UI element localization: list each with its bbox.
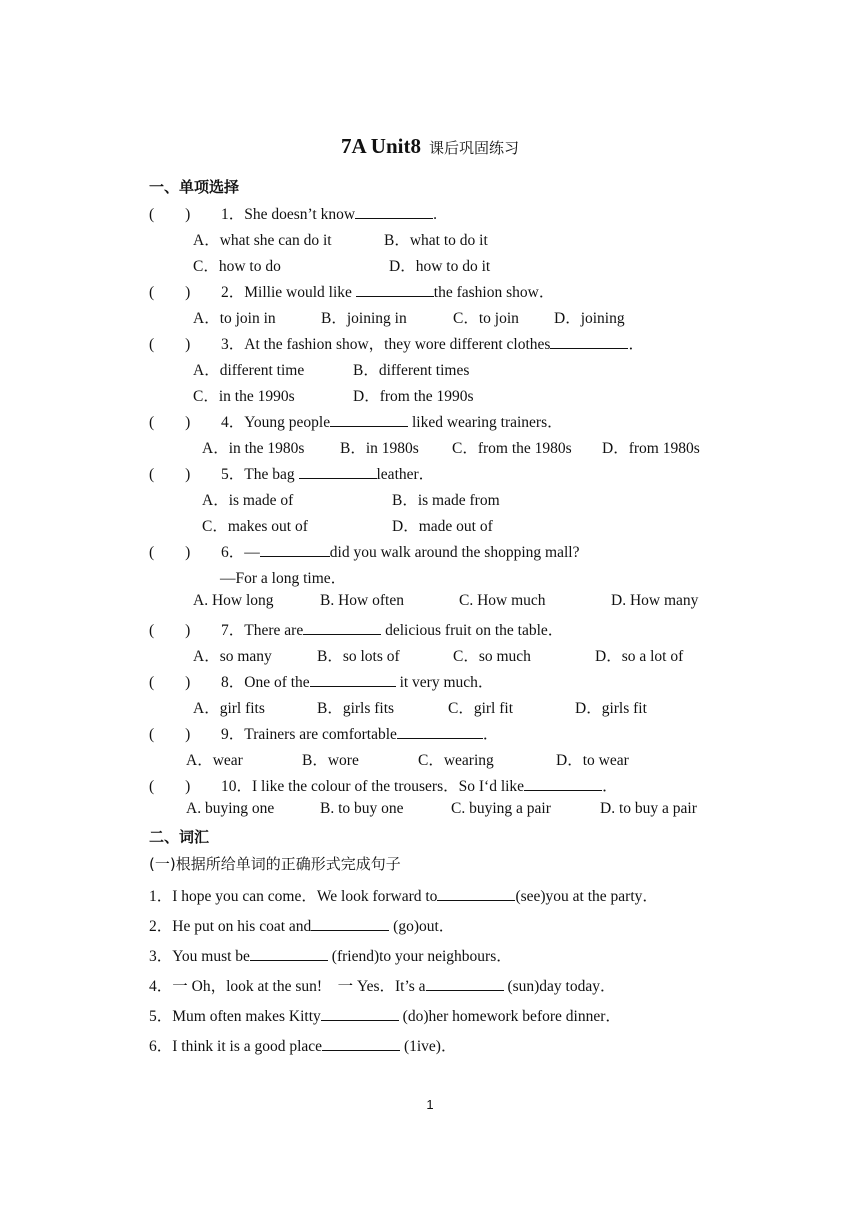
- question-number: 3: [221, 336, 229, 353]
- sentence-text-end: (go)out．: [389, 918, 455, 935]
- option-b: B．in 1980s: [340, 440, 419, 457]
- fill-sentence-1: [149, 884, 658, 906]
- question-text-end: ．: [628, 336, 644, 353]
- option-c: C. buying a pair: [451, 800, 551, 817]
- answer-blank[interactable]: [356, 282, 434, 297]
- answer-bracket: ( ): [149, 206, 191, 223]
- option-c: C．from the 1980s: [452, 440, 572, 457]
- dialogue-answer: —For a long time．: [220, 570, 347, 587]
- option-a: A．is made of: [202, 492, 294, 509]
- question-number: 8: [221, 674, 229, 691]
- question-text: —: [244, 544, 260, 561]
- sentence-text-end: (1ive)．: [400, 1038, 457, 1055]
- option-c: C．so much: [453, 648, 531, 665]
- sentence-text-end: (sun)day today．: [503, 978, 616, 995]
- answer-blank[interactable]: [321, 1006, 399, 1021]
- option-b: B．is made from: [392, 492, 500, 509]
- question-6: ( ) 6．— did you walk around the shopping mall?: [149, 544, 580, 561]
- question-text: She doesn’t know: [244, 206, 356, 223]
- option-d: D．girls fit: [575, 700, 647, 717]
- question-text: Young people: [244, 414, 331, 431]
- answer-blank[interactable]: [355, 204, 433, 219]
- option-c: C．wearing: [418, 752, 494, 769]
- question-text-end: liked wearing trainers．: [408, 414, 563, 431]
- section2-subheading: (一)根据所给单词的正确形式完成句子: [149, 855, 401, 873]
- question-number: 9: [221, 726, 229, 743]
- option-c: C．in the 1990s: [193, 388, 295, 405]
- question-text: Millie would like: [244, 284, 356, 301]
- question-text: At the fashion show，they wore different clothes: [244, 336, 551, 353]
- question-text-end: leather．: [376, 466, 435, 483]
- answer-blank[interactable]: [524, 776, 602, 791]
- answer-bracket: ( ): [149, 336, 191, 353]
- title-main: 7A Unit8: [341, 134, 421, 158]
- option-b: B．girls fits: [317, 700, 395, 717]
- option-a: A．so many: [193, 648, 272, 665]
- sentence-text-end: (friend)to your neighbours．: [327, 948, 512, 965]
- option-b: B．wore: [302, 752, 359, 769]
- title-sub: 课后巩固练习: [428, 139, 519, 157]
- answer-blank[interactable]: [311, 916, 389, 931]
- question-number: 4: [221, 414, 229, 431]
- option-a: A．to join in: [193, 310, 276, 327]
- answer-blank[interactable]: [322, 1036, 400, 1051]
- section2-heading: 二、词汇: [149, 828, 210, 846]
- answer-blank[interactable]: [310, 672, 396, 687]
- question-number: 1: [221, 206, 229, 223]
- option-d: D. to buy a pair: [600, 800, 697, 817]
- section1-heading: 一、单项选择: [149, 178, 240, 196]
- question-number: 5: [221, 466, 229, 483]
- answer-blank[interactable]: [250, 946, 328, 961]
- question-text-end: the fashion show．: [433, 284, 555, 301]
- fill-sentence-4: [149, 974, 615, 996]
- fill-sentence-6: [149, 1034, 456, 1056]
- option-b: B．joining in: [321, 310, 407, 327]
- answer-bracket: ( ): [149, 778, 191, 795]
- question-text-end: delicious fruit on the table．: [381, 622, 564, 639]
- question-text-end: .: [433, 206, 437, 223]
- option-d: D. How many: [611, 592, 699, 609]
- question-1: ( ) 1．She doesn’t know .: [149, 206, 437, 223]
- option-d: D．from 1980s: [602, 440, 700, 457]
- question-10: ( ) 10．I like the colour of the trousers．So I‘d like ．: [149, 778, 618, 795]
- sentence-text: 4．一 Oh，look at the sun! 一 Yes．It’s a: [149, 978, 426, 995]
- question-4: ( ) 4．Young people liked wearing trainers．: [149, 414, 563, 431]
- option-c: C．how to do: [193, 258, 281, 275]
- answer-blank[interactable]: [397, 724, 483, 739]
- question-text: One of the: [244, 674, 310, 691]
- answer-blank[interactable]: [299, 464, 377, 479]
- answer-blank[interactable]: [260, 542, 330, 557]
- question-8: ( ) 8．One of the it very much．: [149, 674, 494, 691]
- sentence-text-end: (see)you at the party．: [515, 888, 658, 905]
- fill-sentence-3: [149, 944, 512, 966]
- option-d: D．so a lot of: [595, 648, 684, 665]
- page-title: [0, 134, 860, 159]
- question-number: 6: [221, 544, 229, 561]
- option-d: D．from the 1990s: [353, 388, 474, 405]
- option-d: D．joining: [554, 310, 625, 327]
- question-text-end: ．: [602, 778, 618, 795]
- question-number: 7: [221, 622, 229, 639]
- option-b: B．so lots of: [317, 648, 400, 665]
- option-c: C．girl fit: [448, 700, 514, 717]
- answer-bracket: ( ): [149, 544, 191, 561]
- answer-bracket: ( ): [149, 726, 191, 743]
- option-d: D．to wear: [556, 752, 629, 769]
- option-a: A．in the 1980s: [202, 440, 305, 457]
- option-c: C. How much: [459, 592, 546, 609]
- question-7: ( ) 7．There are delicious fruit on the table．: [149, 622, 564, 639]
- option-c: C．makes out of: [202, 518, 308, 535]
- question-text-end: ．: [482, 726, 499, 743]
- sentence-text: 2．He put on his coat and: [149, 918, 312, 935]
- question-text: The bag: [244, 466, 299, 483]
- question-text-end: it very much．: [395, 674, 494, 691]
- question-5: ( ) 5．The bag leather．: [149, 466, 435, 483]
- option-a: A. How long: [193, 592, 274, 609]
- option-d: D．made out of: [392, 518, 493, 535]
- answer-blank[interactable]: [426, 976, 504, 991]
- page-number: 1: [426, 1097, 434, 1112]
- option-a: A. buying one: [186, 800, 275, 817]
- question-text-end: did you walk around the shopping mall?: [329, 544, 580, 561]
- option-c: C．to join: [453, 310, 519, 327]
- option-b: B．different times: [353, 362, 470, 379]
- option-b: B. How often: [320, 592, 404, 609]
- answer-bracket: ( ): [149, 414, 191, 431]
- option-b: B．what to do it: [384, 232, 488, 249]
- question-number: 10: [221, 778, 237, 795]
- question-9: ( ) 9．Trainers are comfortable ．: [149, 726, 499, 743]
- sentence-text: 1．I hope you can come．We look forward to: [149, 888, 438, 905]
- answer-blank[interactable]: [437, 886, 515, 901]
- question-text: Trainers are comfortable: [244, 726, 397, 743]
- sentence-text: 6．I think it is a good place: [149, 1038, 323, 1055]
- fill-sentence-5: [149, 1004, 621, 1026]
- question-3: ( ) 3．At the fashion show，they wore different clothes ．: [149, 336, 644, 353]
- sentence-text-end: (do)her homework before dinner．: [398, 1008, 621, 1025]
- sentence-text: 5．Mum often makes Kitty: [149, 1008, 321, 1025]
- question-number: 2: [221, 284, 229, 301]
- answer-bracket: ( ): [149, 466, 191, 483]
- answer-bracket: ( ): [149, 284, 191, 301]
- answer-blank[interactable]: [330, 412, 408, 427]
- option-a: A．girl fits: [193, 700, 265, 717]
- fill-sentence-2: [149, 914, 454, 936]
- answer-bracket: ( ): [149, 622, 191, 639]
- question-text: I like the colour of the trousers．So I‘d like: [252, 778, 525, 795]
- option-a: A．wear: [186, 752, 243, 769]
- option-a: A．different time: [193, 362, 305, 379]
- sentence-text: 3．You must be: [149, 948, 250, 965]
- answer-blank[interactable]: [550, 334, 628, 349]
- option-b: B. to buy one: [320, 800, 404, 817]
- option-a: A．what she can do it: [193, 232, 332, 249]
- answer-blank[interactable]: [303, 620, 381, 635]
- question-2: ( ) 2．Millie would like the fashion show．: [149, 284, 555, 301]
- question-text: There are: [244, 622, 304, 639]
- option-d: D．how to do it: [389, 258, 491, 275]
- answer-bracket: ( ): [149, 674, 191, 691]
